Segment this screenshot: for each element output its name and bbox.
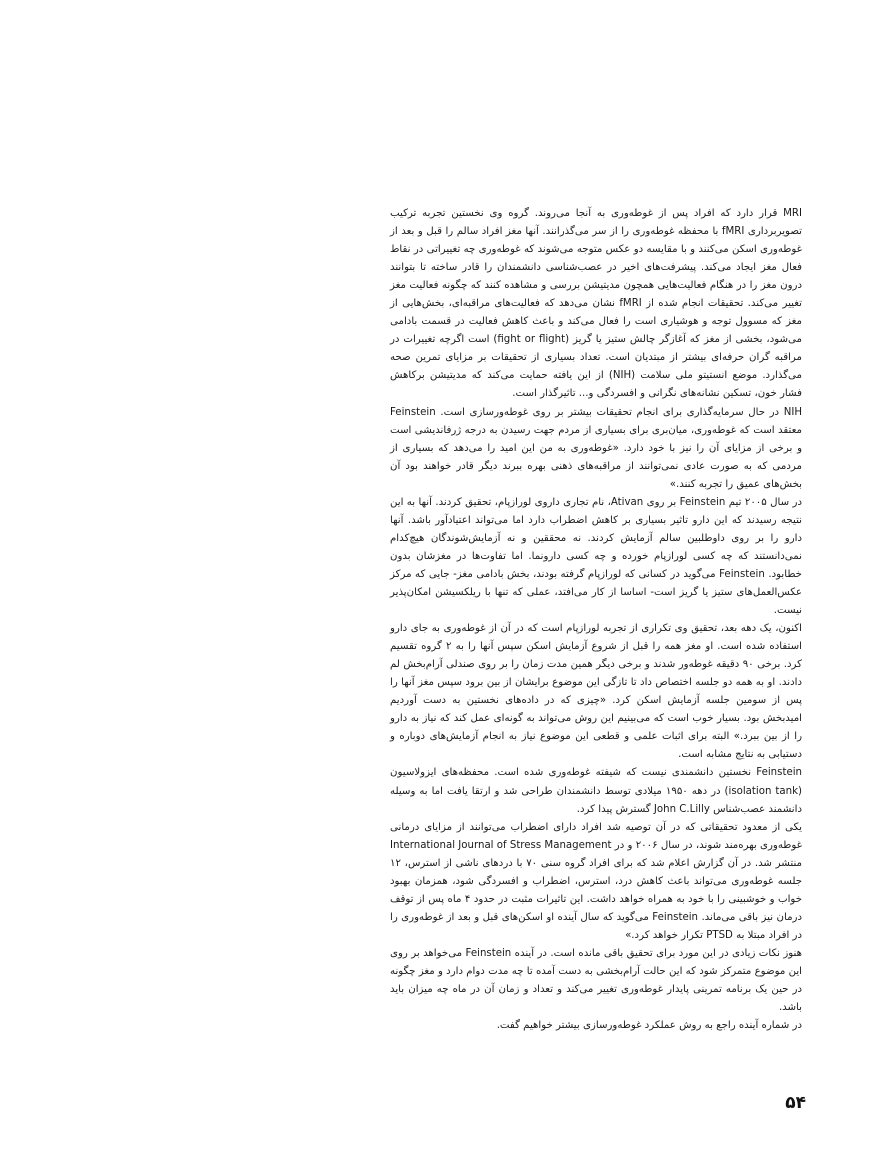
paragraph-lorazepam-study: در سال ۲۰۰۵ تیم Feinstein بر روی Ativan، نام تجاری داروی لورازپام، تحقیق کردند. آنها به این نتیجه رسیدند که این دارو تاثیر بسیاری بر کاهش اضطراب دارد اما می‌تواند اعتیادآور باشد. آنها دارو را بر روی داوطلبین سالم آزمایش کردند. نه محققین و نه آزمایش‌شوندگان هیچ‌کدام نمی‌دانستند که چه کسی لورازپام خورده و چه کسی دارونما. اما تفاوت‌ها در مغزشان بدون خطابود. Feinstein می‌گوید در کسانی که لورازپام گرفته بودند، بخش بادامی مغز- جایی که مرکز عکس‌العمل‌های ستیز یا گریز است- اساسا از کار می‌افتد، عملی که تنها با ریلکسیشن امکان‌پذیر نیست.	[390, 496, 802, 617]
paragraph-floatation-replication: اکنون، یک دهه بعد، تحقیق وی تکراری از تجربه لورازپام است که در آن از غوطه‌وری به جای دارو استفاده شده است. او مغز همه را قبل از شروع آزمایش اسکن سپس آنها را به ۲ گروه تقسیم کرد. برخی ۹۰ دقیقه غوطه‌ور شدند و برخی دیگر همین مدت زمان را بر روی صندلی آرام‌بخش لم دادند. او به همه دو جلسه اختصاص داد تا تازگی این موضوع برایشان از بین برود سپس مغز آنها را پس از سومین جلسه آزمایش اسکن کرد. «چیزی که در داده‌های نخستین به دست آوردیم امیدبخش بود. بسیار خوب است که می‌بینیم این روش می‌تواند به گونه‌ای عمل کند که نیاز به دارو را از بین ببرد.» البته برای اثبات علمی و قطعی این موضوع نیاز به انجام آزمایش‌های دوباره و دستیابی به نتایج مشابه است.	[390, 623, 803, 761]
page-number: ۵۴	[785, 1093, 806, 1113]
paragraph-stress-journal-study: یکی از معدود تحقیقاتی که در آن توصیه شد افراد دارای اضطراب می‌توانند از مزایای درمانی غوطه‌وری بهره‌مند شوند، در سال ۲۰۰۶ و در International Journal of Stress Management منتشر شد. در آن گزارش اعلام شد که برای افراد گروه سنی ۷۰ با دردهای ناشی از استرس، ۱۲ جلسه غوطه‌وری می‌تواند باعث کاهش درد، استرس، اضطراب و افسردگی شود، همزمان بهبود خواب و خوشبینی را با خود به همراه خواهد داشت. این تاثیرات مثبت در حدود ۴ ماه پس از توقف درمان نیز باقی می‌ماند. Feinstein می‌گوید که سال آینده او اسکن‌های قبل و بعد از غوطه‌وری را در افراد مبتلا به PTSD تکرار خواهد کرد.»	[390, 821, 802, 941]
paragraph-isolation-tank-history: Feinstein نخستین دانشمندی نیست که شیفته غوطه‌وری شده است. محفظه‌های ایزولاسیون (isolation tank) در دهه ۱۹۵۰ میلادی توسط دانشمندان طراحی شد و ارتقا یافت اما به وسیله دانشمند عصب‌شناس John C.Lilly گسترش پیدا کرد.	[390, 767, 802, 815]
paragraph-future-research: هنوز نکات زیادی در این مورد برای تحقیق باقی مانده است. در آینده Feinstein می‌خواهد بر روی این موضوع متمرکز شود که این حالت آرام‌بخشی به دست آمده تا چه مدت دوام دارد و مغز چگونه در حین یک برنامه تمرینی پایدار غوطه‌وری تغییر می‌کند و تعداد و زمان آن در ماه چه میزان باید باشد.	[390, 947, 802, 1014]
paragraph-nih-investment: NIH در حال سرمایه‌گذاری برای انجام تحقیقات بیشتر بر روی غوطه‌ورسازی است. Feinstein معتقد است که غوطه‌وری، میان‌بری برای بسیاری از مردم جهت رسیدن به درجه ژرفاندیشی است و برخی از مزایای آن را نیز با خود دارد. «غوطه‌وری به من این امید را می‌دهد که بسیاری از مردمی که به صورت عادی نمی‌توانند از مراقبه‌های ذهنی بهره ببرند دیگر قادر خواهند بود آن بخش‌های عمیق را تجربه کنند.»	[390, 406, 802, 490]
paragraph-mri-research: MRI قرار دارد که افراد پس از غوطه‌وری به آنجا می‌روند. گروه وی نخستین تجربه ترکیب تصویربرداری fMRI با محفظه غوطه‌وری را از سر می‌گذرانند. آنها مغز افراد سالم را قبل و بعد از غوطه‌وری اسکن می‌کنند و با مقایسه دو عکس متوجه می‌شوند که غوطه‌وری چه تغییراتی در نقاط فعال مغز ایجاد می‌کند. پیشرفت‌های اخیر در عصب‌شناسی دانشمندان را قادر ساخته تا بتوانند درون مغز را در هنگام فعالیت‌هایی همچون مدیتیشن بررسی و مشاهده کنند که چگونه فعالیت مغز تغییر می‌کند. تحقیقات انجام شده از fMRI نشان می‌دهد که فعالیت‌های مراقبه‌ای، بخش‌هایی از مغز که مسوول توجه و هوشیاری است را فعال می‌کند و باعث کاهش فعالیت در قسمت بادامی می‌شود، بخشی از مغز که آغازگر چالش ستیز یا گریز (fight or flight) است اگرچه تغییرات در مراقبه گران حرفه‌ای بیشتر از مبتدیان است. تعداد بسیاری از تحقیقات بر مزایای تمرین صحه می‌گذارد. موضع انستیتو ملی سلامت (NIH) از این یافته حمایت می‌کند که مدیتیشن برکاهش فشار خون، تسکین نشانه‌های نگرانی و افسردگی و... تاثیرگذار است.	[390, 208, 802, 400]
paragraph-next-issue-note: در شماره آینده راجع به روش عملکرد غوطه‌ورسازی بیشتر خواهیم گفت.	[496, 1020, 802, 1032]
article-body	[390, 205, 802, 1035]
